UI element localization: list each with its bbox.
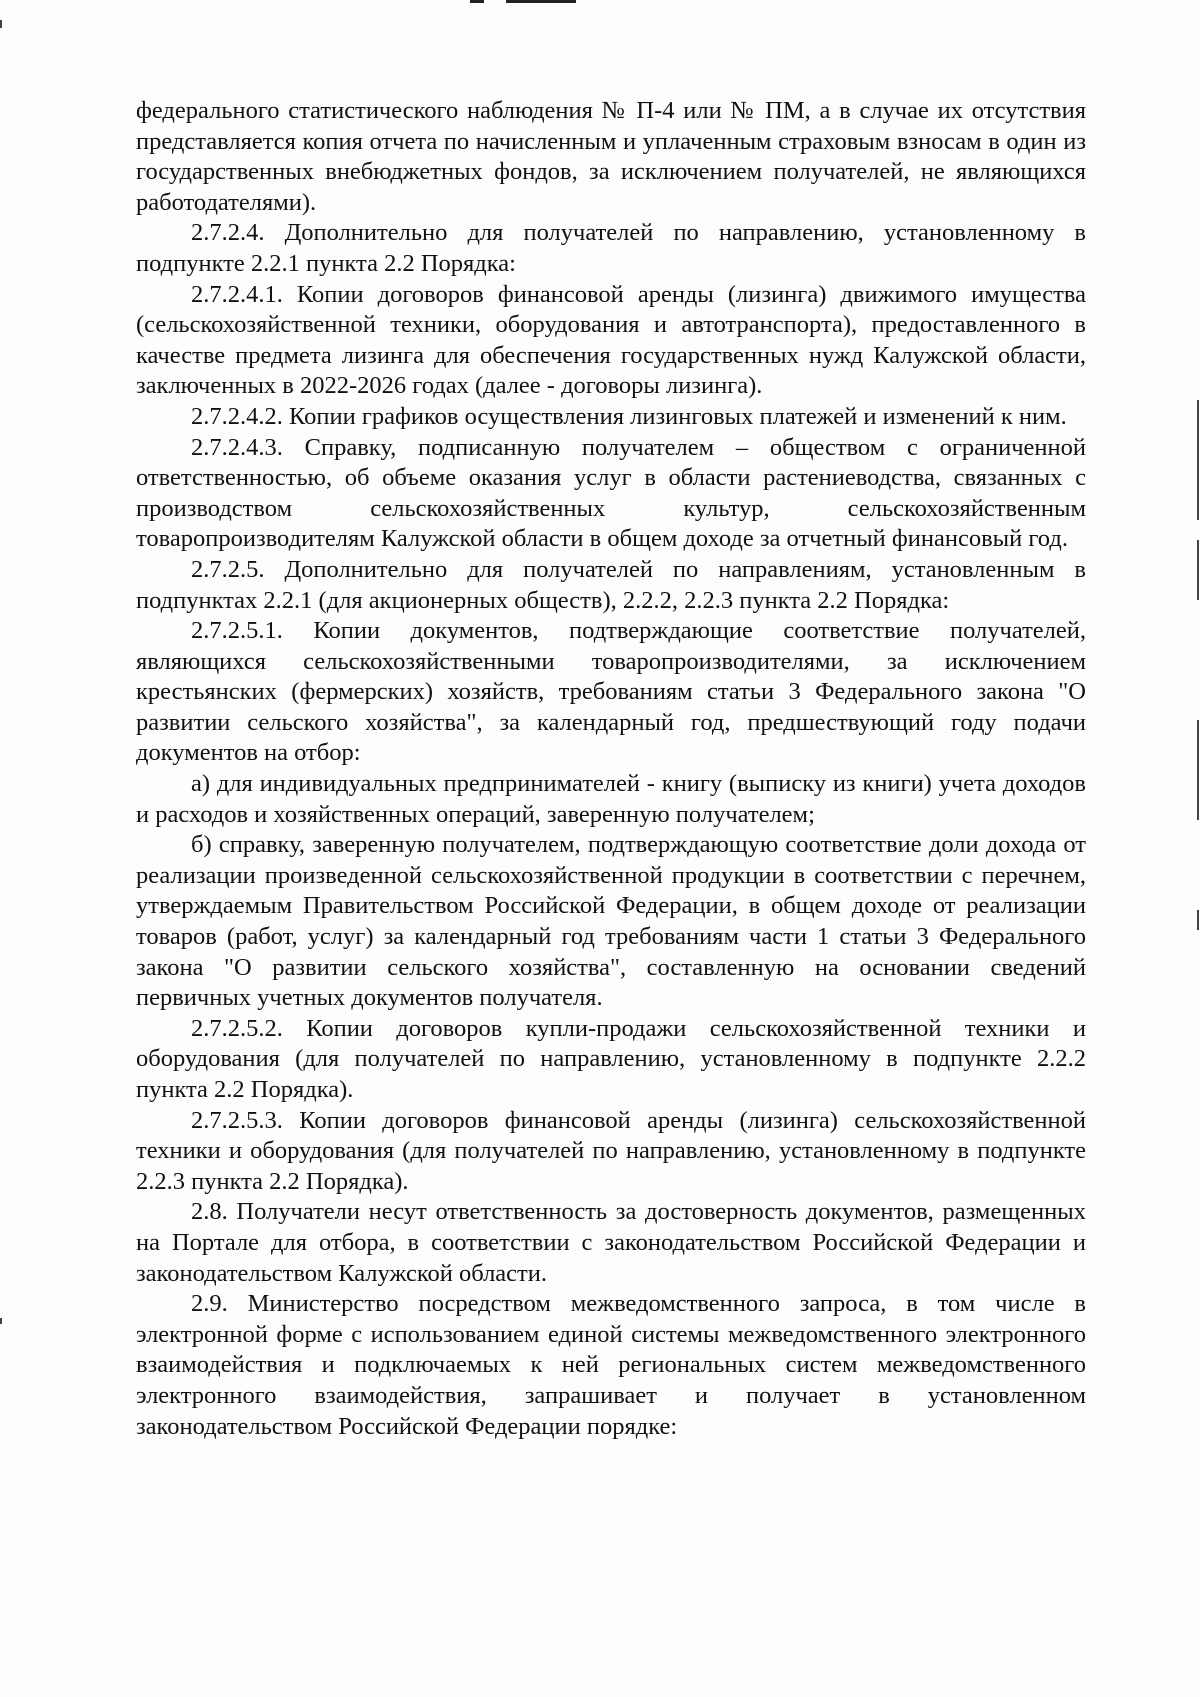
paragraph: 2.7.2.5.2. Копии договоров купли-продажи сельскохозяйственной техники и оборудования (для получателей по направлению, установленному в подпункте 2.2.2 пункта 2.2 Порядка). xyxy=(136,1014,1086,1103)
paragraph: 2.7.2.5.1. Копии документов, подтверждающие соответствие получателей, являющихся сельскохозяйственными товаропроизводителями, за исключением крестьянских (фермерских) хозяйств, требованиям статьи 3 Федерального закона "О развитии сельского хозяйства", за календарный год, предшествующий году подачи документов на отбор: xyxy=(136,617,1086,767)
left-edge-mark xyxy=(0,20,2,28)
document-body xyxy=(136,96,1086,1442)
right-edge-mark xyxy=(1197,540,1199,600)
paragraph: 2.7.2.5. Дополнительно для получателей по направлениям, установленным в подпунктах 2.2.1 (для акционерных обществ), 2.2.2, 2.2.3 пункта 2.2 Порядка: xyxy=(136,555,1086,614)
left-edge-mark xyxy=(0,1318,2,1324)
paragraph: 2.8. Получатели несут ответственность за достоверность документов, размещенных на Портале для отбора, в соответствии с законодательством Российской Федерации и законодательством Калужской области. xyxy=(136,1198,1086,1287)
paragraph: 2.7.2.4.2. Копии графиков осуществления лизинговых платежей и изменений к ним. xyxy=(191,402,1067,430)
right-edge-mark xyxy=(1197,910,1199,930)
paragraph: 2.7.2.4.3. Справку, подписанную получателем – обществом с ограниченной ответственностью, об объеме оказания услуг в области растениеводства, связанных с производством сельскохозяйственных культур, сельскохозяйственным товаропроизводителям Калужской области в общем доходе за отчетный финансовый год. xyxy=(136,433,1086,553)
paragraph: федерального статистического наблюдения № П-4 или № ПМ, а в случае их отсутствия представляется копия отчета по начисленным и уплаченным страховым взносам в один из государственных внебюджетных фондов, за исключением получателей, не являющихся работодателями). xyxy=(136,97,1086,216)
right-edge-mark xyxy=(1197,400,1199,520)
paragraph: б) справку, заверенную получателем, подтверждающую соответствие доли дохода от реализации произведенной сельскохозяйственной продукции в соответствии с перечнем, утверждаемым Правительством Российской Федерации, в общем доходе от реализации товаров (работ, услуг) за календарный год требованиям части 1 статьи 3 Федерального закона "О развитии сельского хозяйства", составленную на основании сведений первичных учетных документов получателя. xyxy=(136,831,1086,1012)
paragraph: а) для индивидуальных предпринимателей - книгу (выписку из книги) учета доходов и расходов и хозяйственных операций, заверенную получателем; xyxy=(136,770,1086,828)
paragraph: 2.7.2.5.3. Копии договоров финансовой аренды (лизинга) сельскохозяйственной техники и оборудования (для получателей по направлению, установленному в подпункте 2.2.3 пункта 2.2 Порядка). xyxy=(136,1106,1086,1195)
right-edge-mark xyxy=(1197,720,1199,820)
paragraph: 2.7.2.4. Дополнительно для получателей по направлению, установленному в подпункте 2.2.1 пункта 2.2 Порядка: xyxy=(136,219,1086,277)
paragraph: 2.9. Министерство посредством межведомственного запроса, в том числе в электронной форме с использованием единой системы межведомственного электронного взаимодействия и подключаемых к ней региональных систем межведомственного электронного взаимодействия, запрашивает и получает в установленном законодательством Российской Федерации порядке: xyxy=(136,1290,1086,1440)
paragraph: 2.7.2.4.1. Копии договоров финансовой аренды (лизинга) движимого имущества (сельскохозяйственной техники, оборудования и автотранспорта), предоставленного в качестве предмета лизинга для обеспечения государственных нужд Калужской области, заключенных в 2022-2026 годах (далее - договоры лизинга). xyxy=(136,280,1086,400)
header-scan-marks xyxy=(470,0,610,6)
